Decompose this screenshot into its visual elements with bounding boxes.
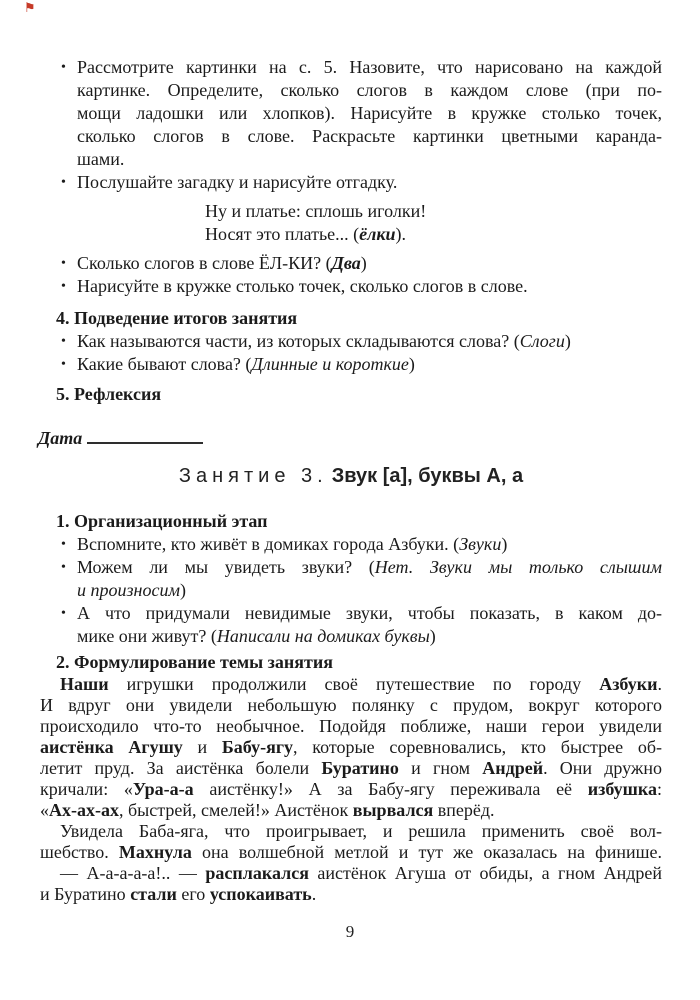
bullet-icon: •	[61, 537, 66, 552]
text-line: Носят это платье... (ёлки).	[205, 224, 407, 244]
list-item-text	[77, 330, 662, 353]
list-item	[40, 275, 662, 298]
list-item-text	[77, 275, 662, 298]
section-4-title: 4. Подведение итогов занятия	[56, 308, 298, 328]
section-2-title: 2. Формулирование темы занятия	[56, 652, 333, 672]
list-item	[40, 533, 662, 556]
text-line: Вспомните, кто живёт в домиках города Азбуки. (Звуки)	[77, 534, 508, 554]
list-item-text	[77, 602, 662, 648]
section-1-title: 1. Организационный этап	[56, 511, 268, 531]
list-item-text	[77, 252, 662, 275]
lesson2-bullet-list	[40, 56, 662, 194]
list-item-text	[77, 171, 662, 194]
lesson-title: Звук [а], буквы А, а	[331, 465, 524, 487]
text-line: шебство. Махнула она волшебной метлой и тут же оказалась на финише.	[40, 842, 663, 862]
bullet-icon: •	[61, 60, 66, 75]
text-line: сколько слогов в слове. Раскрасьте картинки цветными каранда-	[77, 126, 662, 146]
list-item	[40, 252, 662, 275]
text-line: Ну и платье: сплошь иголки!	[205, 201, 427, 221]
list-item-text	[77, 556, 662, 602]
text-line: Какие бывают слова? (Длинные и короткие)	[77, 354, 415, 374]
list-item-text	[77, 56, 662, 171]
text-line: летит пруд. За аистёнка болели Буратино и гном Андрей. Они дружно	[40, 758, 662, 778]
date-line	[38, 426, 662, 450]
list-item-text	[77, 353, 662, 376]
list-item	[40, 330, 662, 353]
riddle-block	[205, 200, 662, 246]
text-line: Рассмотрите картинки на с. 5. Назовите, что нарисовано на каждой	[77, 57, 662, 77]
text-line: Сколько слогов в слове ЁЛ-КИ? (Два)	[77, 253, 367, 273]
text-line: аистёнка Агушу и Бабу-ягу, которые соревновались, кто быстрее об-	[40, 737, 662, 757]
bullet-icon: •	[61, 357, 66, 372]
page-number: 9	[345, 922, 355, 941]
bullet-icon: •	[61, 334, 66, 349]
bullet-icon: •	[61, 175, 66, 190]
text-line: Можем ли мы увидеть звуки? (Нет. Звуки мы только слышим	[77, 557, 662, 577]
lesson-3-heading	[40, 463, 662, 490]
text-line: кричали: «Ура-а-а аистёнку!» А за Бабу-ягу переживала её избушка:	[40, 779, 662, 799]
list-item	[40, 56, 662, 171]
corner-flag-icon: ⚑	[24, 1, 36, 16]
section-5-title: 5. Рефлексия	[56, 384, 162, 404]
section-1-bullet-list	[40, 533, 662, 648]
text-line: Увидела Баба-яга, что проигрывает, и решила применить своё вол-	[60, 821, 662, 841]
story-paragraph	[40, 674, 662, 905]
list-item-text	[77, 533, 662, 556]
post-riddle-bullet-list	[40, 252, 662, 298]
bullet-icon: •	[61, 279, 66, 294]
text-line: И вдруг они увидели небольшую полянку с прудом, вокруг которого	[40, 695, 662, 715]
text-line: и произносим)	[77, 580, 186, 600]
text-line: Наши игрушки продолжили своё путешествие по городу Азбуки.	[60, 674, 662, 694]
text-line: «Ах-ах-ах, быстрей, смелей!» Аистёнок вырвался вперёд.	[40, 800, 495, 820]
text-line: картинке. Определите, сколько слогов в каждом слове (при по-	[77, 80, 662, 100]
date-label: Дата	[38, 428, 83, 448]
text-line: А что придумали невидимые звуки, чтобы показать, в каком до-	[77, 603, 662, 623]
text-line: Как называются части, из которых складываются слова? (Слоги)	[77, 331, 571, 351]
bullet-icon: •	[61, 606, 66, 621]
bullet-icon: •	[61, 256, 66, 271]
text-line: Нарисуйте в кружке столько точек, сколько слогов в слове.	[77, 276, 528, 296]
bullet-icon: •	[61, 560, 66, 575]
list-item	[40, 602, 662, 648]
text-line: — А-а-а-а-а!.. — расплакался аистёнок Агуша от обиды, а гном Андрей	[60, 863, 662, 883]
text-line: мике они живут? (Написали на домиках буквы)	[77, 626, 436, 646]
list-item	[40, 556, 662, 602]
section-4-bullet-list	[40, 330, 662, 376]
text-line: мощи ладошки или хлопков). Нарисуйте в кружке столько точек,	[77, 103, 662, 123]
list-item	[40, 171, 662, 194]
date-blank-line	[87, 427, 203, 444]
lesson-number: Занятие 3.	[178, 465, 328, 487]
list-item	[40, 353, 662, 376]
text-line: происходило что-то необычное. Подойдя поближе, наши герои увидели	[40, 716, 662, 736]
text-line: Послушайте загадку и нарисуйте отгадку.	[77, 172, 398, 192]
text-line: шами.	[77, 149, 125, 169]
text-line: и Буратино стали его успокаивать.	[40, 884, 317, 904]
